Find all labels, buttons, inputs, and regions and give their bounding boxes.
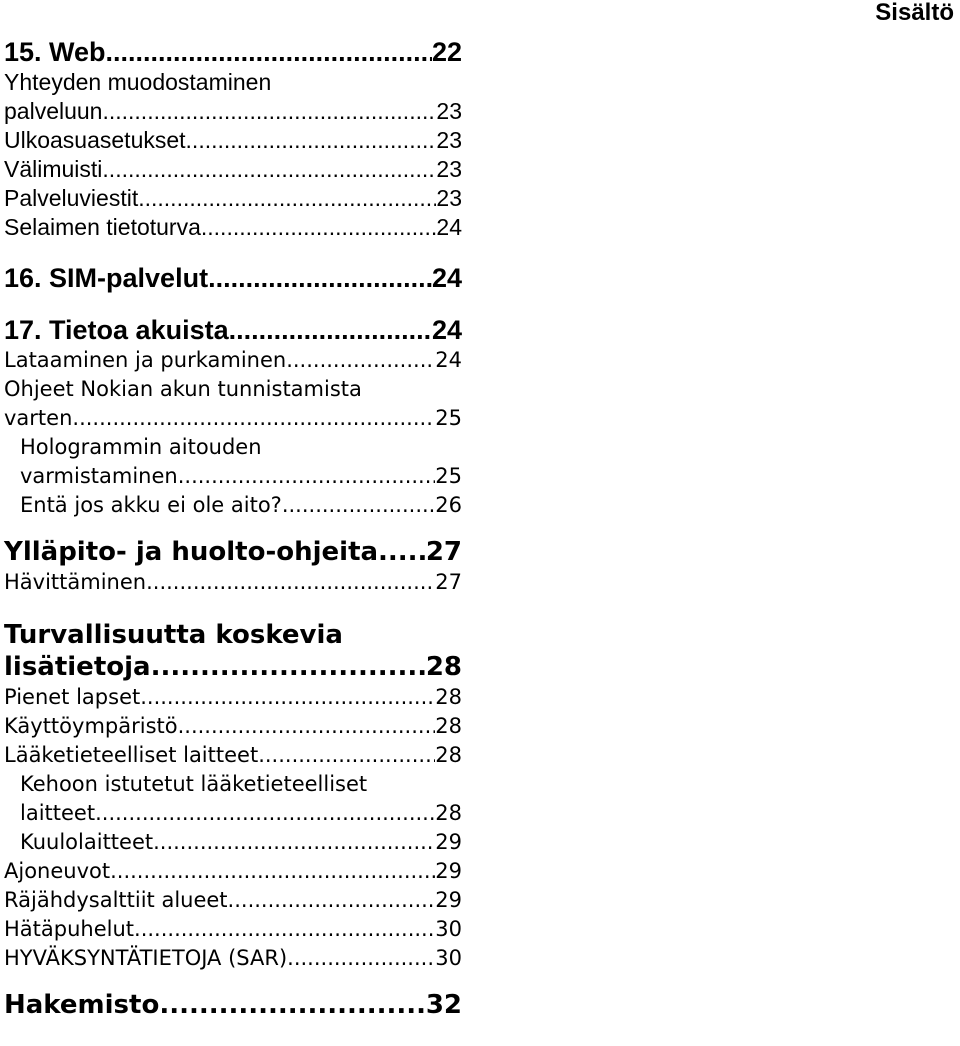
toc-page-number: 28 bbox=[435, 801, 462, 825]
toc-entry-varten[interactable] bbox=[4, 404, 462, 433]
toc-title: palveluun bbox=[4, 98, 103, 124]
toc-title: 17. Tietoa akuista bbox=[4, 315, 229, 345]
toc-page-number: 24 bbox=[435, 348, 462, 372]
toc-dot-leader bbox=[282, 491, 435, 520]
toc-page-number: 24 bbox=[431, 315, 462, 345]
toc-entry-enta-jos-akku[interactable] bbox=[4, 491, 462, 520]
toc-page-number: 28 bbox=[435, 714, 462, 738]
toc-page-number: 22 bbox=[431, 37, 462, 67]
toc-page-number: 23 bbox=[436, 98, 462, 124]
toc-title: lisätietoja bbox=[4, 652, 151, 682]
toc-dot-leader bbox=[110, 857, 435, 886]
toc-entry-valimuisti[interactable] bbox=[4, 155, 462, 184]
toc-dot-leader bbox=[258, 741, 435, 770]
toc-page-number: 27 bbox=[435, 570, 462, 594]
toc-dot-leader bbox=[378, 536, 426, 568]
toc-title: Lataaminen ja purkaminen bbox=[4, 348, 287, 372]
toc-page-number: 24 bbox=[436, 214, 462, 240]
toc-entry-kayttoymparisto[interactable] bbox=[4, 712, 462, 741]
toc-page-number: 23 bbox=[436, 156, 462, 182]
toc-page-number: 30 bbox=[435, 946, 462, 970]
toc-page-number: 32 bbox=[425, 990, 462, 1020]
toc-dot-leader bbox=[178, 712, 436, 741]
toc-page-number: 29 bbox=[435, 859, 462, 883]
toc-title: laitteet bbox=[20, 801, 96, 825]
toc-entry-laaketieteelliset-laitteet[interactable] bbox=[4, 741, 462, 770]
toc-dot-leader bbox=[186, 126, 437, 155]
section-header-label: Sisältö bbox=[875, 0, 954, 26]
toc-entry-ulkoasuasetukset[interactable] bbox=[4, 126, 462, 155]
toc-page-number: 26 bbox=[435, 493, 462, 517]
toc-title: HYVÄKSYNTÄTIETOJA (SAR) bbox=[4, 946, 288, 970]
toc-title: 16. SIM-palvelut bbox=[4, 263, 209, 293]
toc-entry-hatapuhelut[interactable] bbox=[4, 915, 462, 944]
toc-page-number: 25 bbox=[435, 464, 462, 488]
toc-page-number: 28 bbox=[425, 652, 462, 682]
toc-dot-leader bbox=[151, 651, 426, 683]
toc-chapter-web[interactable] bbox=[4, 36, 462, 68]
toc-chapter-tietoa-akuista[interactable] bbox=[4, 314, 462, 346]
toc-dot-leader bbox=[146, 568, 435, 597]
toc-title: Ajoneuvot bbox=[4, 859, 111, 883]
toc-entry-line: Hologrammin aitouden bbox=[20, 435, 262, 459]
toc-entry-varmistaminen[interactable] bbox=[4, 462, 462, 491]
toc-entry-laitteet[interactable] bbox=[4, 799, 462, 828]
toc-entry-kuulolaitteet[interactable] bbox=[4, 828, 462, 857]
toc-dot-leader bbox=[228, 886, 436, 915]
toc-title: Ulkoasuasetukset bbox=[4, 127, 186, 153]
toc-chapter-lisatietoja[interactable] bbox=[4, 651, 462, 683]
toc-dot-leader bbox=[159, 989, 426, 1021]
toc-title: Palveluviestit bbox=[4, 185, 139, 211]
toc-page-number: 29 bbox=[435, 830, 462, 854]
toc-dot-leader bbox=[106, 36, 432, 68]
toc-page-number: 28 bbox=[435, 743, 462, 767]
toc-dot-leader bbox=[72, 404, 435, 433]
toc-title: Hakemisto bbox=[4, 990, 160, 1020]
toc-entry-ajoneuvot[interactable] bbox=[4, 857, 462, 886]
toc-title: Selaimen tietoturva bbox=[4, 214, 201, 240]
toc-chapter-yllapito[interactable] bbox=[4, 536, 462, 568]
toc-dot-leader bbox=[95, 799, 435, 828]
toc-entry-hyvaksyntatietoja[interactable] bbox=[4, 944, 462, 973]
toc-title: Lääketieteelliset laitteet bbox=[4, 743, 259, 767]
toc-dot-leader bbox=[102, 97, 436, 126]
toc-page-number: 23 bbox=[436, 185, 462, 211]
toc-page-number: 28 bbox=[435, 685, 462, 709]
toc-page-number: 29 bbox=[435, 888, 462, 912]
toc-entry-pienet-lapset[interactable] bbox=[4, 683, 462, 712]
toc-page-number: 23 bbox=[436, 127, 462, 153]
toc-dot-leader bbox=[208, 262, 432, 294]
toc-title: varmistaminen bbox=[20, 464, 178, 488]
toc-dot-leader bbox=[286, 346, 435, 375]
toc-dot-leader bbox=[140, 683, 435, 712]
toc-entry-selaimen-tietoturva[interactable] bbox=[4, 213, 462, 242]
toc-title: Entä jos akku ei ole aito? bbox=[20, 493, 282, 517]
toc-title: Räjähdysalttiit alueet bbox=[4, 888, 228, 912]
toc-entry-line: Ohjeet Nokian akun tunnistamista bbox=[4, 377, 362, 401]
toc-page-number: 27 bbox=[425, 537, 462, 567]
toc-dot-leader bbox=[229, 314, 432, 346]
toc-entry-rajahdysalttiit-alueet[interactable] bbox=[4, 886, 462, 915]
toc-page-number: 25 bbox=[435, 406, 462, 430]
toc-chapter-sim-palvelut[interactable] bbox=[4, 262, 462, 294]
toc-entry-lataaminen[interactable] bbox=[4, 346, 462, 375]
toc-title: Välimuisti bbox=[4, 156, 103, 182]
toc-title: Hävittäminen bbox=[4, 570, 147, 594]
toc-title: Hätäpuhelut bbox=[4, 917, 135, 941]
toc-dot-leader bbox=[201, 213, 437, 242]
toc-page-number: 30 bbox=[435, 917, 462, 941]
toc-dot-leader bbox=[287, 944, 435, 973]
toc-dot-leader bbox=[153, 828, 435, 857]
toc-title: Pienet lapset bbox=[4, 685, 141, 709]
toc-dot-leader bbox=[134, 915, 435, 944]
toc-dot-leader bbox=[178, 462, 436, 491]
toc-dot-leader bbox=[138, 184, 436, 213]
toc-chapter-line: Turvallisuutta koskevia bbox=[4, 620, 343, 650]
toc-entry-line: Kehoon istutetut lääketieteelliset bbox=[20, 772, 368, 796]
toc-title: Kuulolaitteet bbox=[20, 830, 154, 854]
toc-chapter-hakemisto[interactable] bbox=[4, 989, 462, 1021]
toc-title: 15. Web bbox=[4, 37, 106, 67]
toc-entry-palveluun[interactable] bbox=[4, 97, 462, 126]
toc-page-number: 24 bbox=[431, 263, 462, 293]
toc-title: Käyttöympäristö bbox=[4, 714, 178, 738]
table-of-contents bbox=[4, 36, 462, 1021]
toc-title: Ylläpito- ja huolto-ohjeita bbox=[4, 537, 379, 567]
toc-dot-leader bbox=[102, 155, 436, 184]
toc-title: varten bbox=[4, 406, 73, 430]
toc-entry-line: Yhteyden muodostaminen bbox=[4, 69, 272, 95]
toc-entry-havittaminen[interactable] bbox=[4, 568, 462, 597]
toc-entry-palveluviestit[interactable] bbox=[4, 184, 462, 213]
